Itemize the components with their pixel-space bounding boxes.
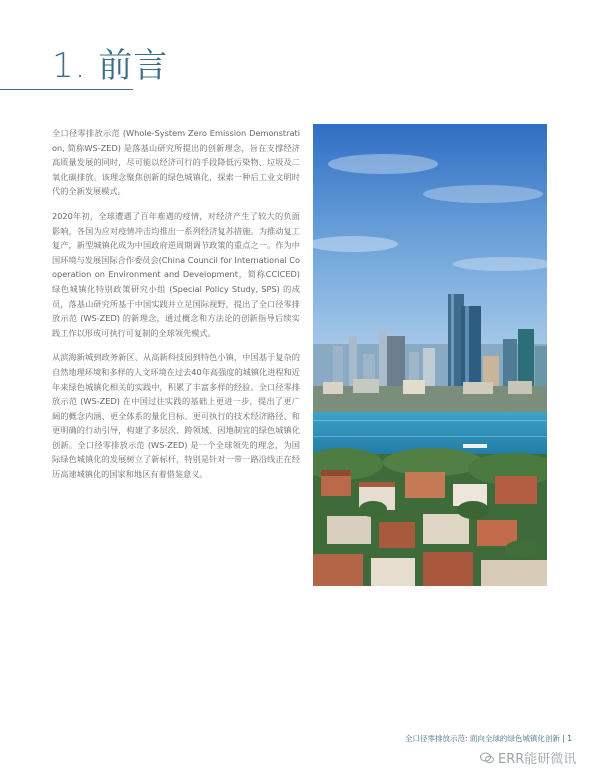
city-skyline-photo bbox=[313, 124, 547, 586]
watermark bbox=[480, 748, 576, 767]
body-text-column bbox=[52, 126, 300, 492]
section-title: 1. 前言 bbox=[52, 46, 169, 86]
watermark-text: ERR能研微讯 bbox=[498, 752, 577, 767]
paragraph-1: 全口径零排放示范 (Whole-System Zero Emission Demonstration, 简称WS-ZED) 是落基山研究所提出的创新理念，旨在支撑经济高质量发展的同时，尽可能以经济可行的手段降低污染物、垃圾及二氧化碳排放。该理念聚焦创新的绿色城镇化，探索一种后工业文明时代的全新发展模式。 bbox=[52, 128, 300, 197]
wechat-icon bbox=[480, 752, 494, 764]
title-underline bbox=[0, 89, 133, 90]
page-footer: 全口径零排放示范: 面向全球的绿色城镇化创新 | 1 bbox=[405, 734, 572, 743]
paragraph-2: 2020年初，全球遭遇了百年难遇的疫情，对经济产生了较大的负面影响，各国为应对疫情冲击均推出一系列经济复苏措施。为推动复工复产，新型城镇化成为中国政府逆周期调节政策的重点之一。作为中国环境与发展国际合作委员会(China Council for International Cooperation on Environment and Development，简称CCICED) 绿色城镇化特别政策研究小组 (Special Policy Study, SPS) 的成员，落基山研究所基于中国实践并立足国际视野，提出了全口径零排放示范 (WS-ZED) 的新理念，通过概念和方法论的创新指导后续实践工作以形成可执行可复制的全球领先模式。 bbox=[52, 210, 300, 338]
paragraph-3: 从滨海新城到政务新区、从高新科技园到特色小镇，中国基于复杂的自然地理环境和多样的人文环境在过去40年高强度的城镇化进程和近年来绿色城镇化相关的实践中，积累了丰富多样的经验。全口径零排放示范 (WS-ZED) 在中国过往实践的基础上更进一步，提出了更广阔的概念内涵、更全体系的量化目标、更可执行的技术经济路径、和更明确的行动引导，构建了多层次、跨领域、因地制宜的绿色城镇化创新。全口径零排放示范 (WS-ZED) 是一个全球领先的理念，为国际绿色城镇化的发展树立了新标杆，特别是针对一带一路沿线正在经历高速城镇化的国家和地区有着借鉴意义。 bbox=[52, 352, 300, 480]
